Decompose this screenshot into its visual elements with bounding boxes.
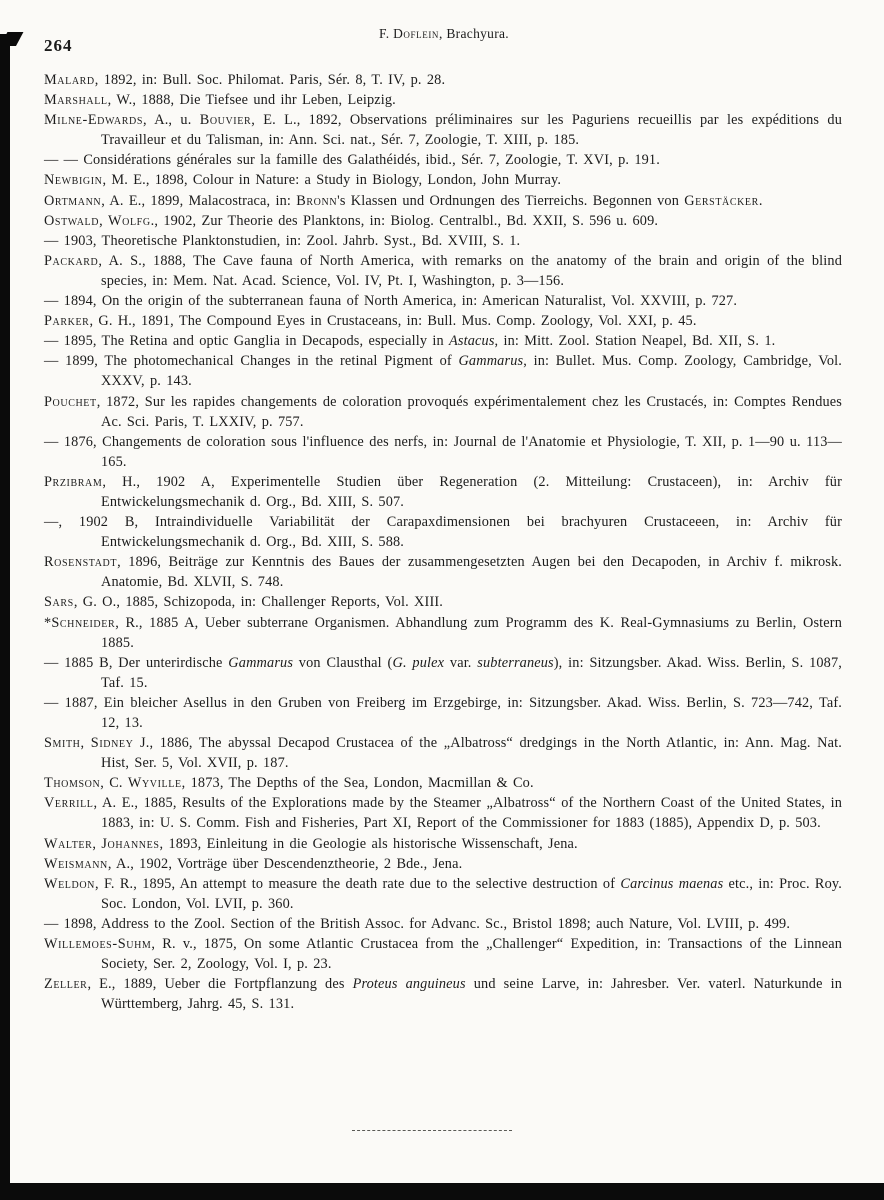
reference-entry: — 1885 B, Der unterirdische Gammarus von Clausthal (G. pulex var. subterraneus), in: Sitzungsber. Akad. Wiss. Berlin, S. 1087, Taf. 15. (44, 654, 843, 691)
reference-entry: — 1895, The Retina and optic Ganglia in Decapods, especially in Astacus, in: Mitt. Zool. Station Neapel, Bd. XII, S. 1. (44, 333, 776, 350)
reference-entry: Packard, A. S., 1888, The Cave fauna of North America, with remarks on the anatomy of the brain and origin of the blind species, in: Mem. Nat. Acad. Science, Vol. IV, Pt. I, Washington, p. 3—156. (44, 252, 842, 289)
separator-rule (352, 1130, 512, 1131)
reference-entry: — 1876, Changements de coloration sous l'influence des nerfs, in: Journal de l'Anatomie et Physiologie, T. XII, p. 1—90 u. 113—165. (44, 433, 842, 470)
reference-entry: Ostwald, Wolfg., 1902, Zur Theorie des Planktons, in: Biolog. Centralbl., Bd. XXII, S. 596 u. 609. (44, 212, 659, 229)
reference-entry: Milne-Edwards, A., u. Bouvier, E. L., 1892, Observations préliminaires sur les Paguriens recueillis par les expéditions du Travailleur et du Talisman, in: Ann. Sci. nat., Sér. 7, Zoologie, T. XIII, p. 185. (44, 112, 842, 149)
page-number: 264 (44, 36, 73, 55)
reference-entry: —, 1902 B, Intraindividuelle Variabilität der Carapaxdimensionen bei brachyuren Crustaceeen, in: Archiv für Entwickelungsmechanik d. Org., Bd. XIII, S. 588. (44, 514, 842, 551)
reference-entry: Willemoes-Suhm, R. v., 1875, On some Atlantic Crustacea from the „Challenger“ Expedition, in: Transactions of the Linnean Society, Ser. 2, Zoology, Vol. I, p. 23. (44, 936, 842, 973)
reference-entry: Sars, G. O., 1885, Schizopoda, in: Challenger Reports, Vol. XIII. (44, 594, 443, 611)
reference-entry: Malard, 1892, in: Bull. Soc. Philomat. Paris, Sér. 8, T. IV, p. 28. (44, 72, 446, 88)
reference-entry: — 1894, On the origin of the subterranean fauna of North America, in: American Naturalist, Vol. XXVIII, p. 727. (44, 293, 738, 310)
reference-entry: Zeller, E., 1889, Ueber die Fortpflanzung des Proteus anguineus und seine Larve, in: Jahresber. Ver. vaterl. Naturkunde in Württemberg, Jahrg. 45, S. 131. (44, 976, 843, 1013)
reference-entry: Thomson, C. Wyville, 1873, The Depths of the Sea, London, Macmillan & Co. (44, 775, 534, 792)
page-header (44, 24, 844, 54)
scan-artifact-left-bar (0, 34, 10, 1200)
reference-entry: Ortmann, A. E., 1899, Malacostraca, in: Bronn's Klassen und Ordnungen des Tierreichs. Begonnen von Gerstäcker. (44, 192, 763, 209)
running-header: F. Doflein, Brachyura. (379, 26, 509, 41)
reference-entry: Walter, Johannes, 1893, Einleitung in die Geologie als historische Wissenschaft, Jena. (44, 835, 578, 852)
reference-entry: — 1887, Ein bleicher Asellus in den Gruben von Freiberg im Erzgebirge, in: Sitzungsber. Akad. Wiss. Berlin, S. 723—742, Taf. 12, 13. (44, 694, 842, 731)
reference-entry: Weismann, A., 1902, Vorträge über Descendenztheorie, 2 Bde., Jena. (44, 855, 463, 872)
reference-entry: Parker, G. H., 1891, The Compound Eyes in Crustaceans, in: Bull. Mus. Comp. Zoology, Vol. XXI, p. 45. (44, 313, 697, 330)
reference-entry: Rosenstadt, 1896, Beiträge zur Kenntnis des Baues der zusammengesetzten Augen bei den Decapoden, in Archiv f. mikrosk. Anatomie, Bd. XLVII, S. 748. (44, 554, 842, 591)
reference-entry: Weldon, F. R., 1895, An attempt to measure the death rate due to the selective destruction of Carcinus maenas etc., in: Proc. Roy. Soc. London, Vol. LVII, p. 360. (44, 875, 842, 912)
reference-entry: Verrill, A. E., 1885, Results of the Explorations made by the Steamer „Albatross“ of the Northern Coast of the United States, in 1883, in: U. S. Comm. Fish and Fisheries, Part XI, Report of the Commissioner for 1883 (1885), Appendix D, p. 503. (44, 795, 842, 832)
reference-entry: — — Considérations générales sur la famille des Galathéidés, ibid., Sér. 7, Zoologie, T. XVI, p. 191. (44, 152, 660, 169)
references-list (44, 70, 842, 1014)
reference-entry: *Schneider, R., 1885 A, Ueber subterrane Organismen. Abhandlung zum Programm des K. Real-Gymnasiums zu Berlin, Ostern 1885. (44, 614, 842, 651)
reference-entry: — 1903, Theoretische Planktonstudien, in: Zool. Jahrb. Syst., Bd. XVIII, S. 1. (44, 232, 521, 249)
reference-entry: Marshall, W., 1888, Die Tiefsee und ihr Leben, Leipzig. (44, 92, 396, 109)
reference-entry: Pouchet, 1872, Sur les rapides changements de coloration provoqués expérimentalement chez les Crustacés, in: Comptes Rendues Ac. Sci. Paris, T. LXXIV, p. 757. (44, 393, 842, 430)
reference-entry: Przibram, H., 1902 A, Experimentelle Studien über Regeneration (2. Mitteilung: Crustaceen), in: Archiv für Entwickelungsmechanik d. Org., Bd. XIII, S. 507. (44, 473, 842, 510)
reference-entry: — 1898, Address to the Zool. Section of the British Assoc. for Advanc. Sc., Bristol 1898; auch Nature, Vol. LVIII, p. 499. (44, 915, 791, 932)
reference-entry: Newbigin, M. E., 1898, Colour in Nature: a Study in Biology, London, John Murray. (44, 172, 562, 189)
scan-artifact-bottom-bar (0, 1183, 884, 1200)
reference-entry: — 1899, The photomechanical Changes in the retinal Pigment of Gammarus, in: Bullet. Mus. Comp. Zoology, Cambridge, Vol. XXXV, p. 143. (44, 353, 842, 390)
reference-entry: Smith, Sidney J., 1886, The abyssal Decapod Crustacea of the „Albatross“ dredgings in the North Atlantic, in: Ann. Mag. Nat. Hist, Ser. 5, Vol. XVII, p. 187. (44, 735, 842, 772)
